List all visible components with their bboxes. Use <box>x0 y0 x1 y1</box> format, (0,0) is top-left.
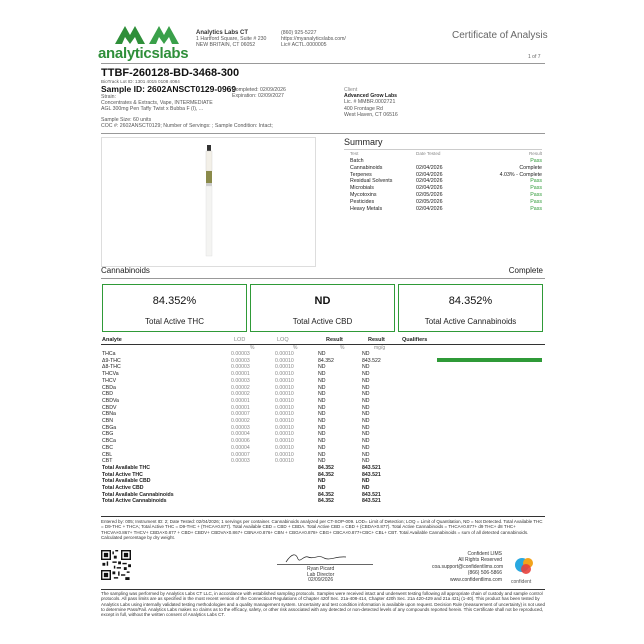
header-divider <box>101 63 545 64</box>
lab-website[interactable]: https://myanalyticslabs.com/ <box>281 36 346 43</box>
result-mg-cell: ND <box>362 458 370 465</box>
col-loq: LOQ <box>277 337 289 343</box>
analyte-cell: Δ8-THC <box>102 364 121 371</box>
client-address2: West Haven, CT 06516 <box>344 111 398 118</box>
lab-info <box>196 30 266 49</box>
lab-phone: (860) 925-5227 <box>281 30 317 36</box>
result-mg-cell: ND <box>362 444 370 451</box>
lod-cell: 0.00002 <box>231 384 250 391</box>
table-bottom-divider <box>101 516 545 517</box>
lod-cell: 0.00007 <box>231 411 250 418</box>
result-cell: ND <box>318 371 326 378</box>
summary-test: Pesticides <box>350 198 375 205</box>
lims-line2: All Rights Reserved <box>458 557 502 564</box>
unit-loq: % <box>293 345 298 351</box>
analyte-cell: Total Available THC <box>102 464 150 471</box>
lod-cell: 0.00001 <box>231 371 250 378</box>
result-cell: ND <box>318 451 326 458</box>
summary-result: Pass <box>530 185 542 192</box>
vape-pen-image <box>204 145 214 257</box>
lod-cell: 0.00006 <box>231 438 250 445</box>
summary-date: 02/04/2026 <box>416 164 443 171</box>
result-cell: ND <box>318 404 326 411</box>
cannabinoids-status: Complete <box>508 266 543 275</box>
result-mg-cell: ND <box>362 418 370 424</box>
analyte-cell: CBT <box>102 458 113 465</box>
table-header-divider <box>101 344 545 345</box>
result-cell: ND <box>318 478 326 485</box>
card-value: 84.352% <box>152 295 197 307</box>
client-info <box>344 87 398 118</box>
summary-test: Mycotoxins <box>350 192 377 198</box>
result-mg-cell: ND <box>362 384 370 391</box>
summary-test: Terpenes <box>350 171 372 178</box>
result-mg-cell: ND <box>362 438 370 445</box>
coc-number: COC #: 2602ANSCT0129; Number of Servings: ; Sample Condition: Intact; <box>101 123 273 130</box>
lab-contact <box>281 30 346 49</box>
total-row <box>101 498 545 505</box>
lod-cell: 0.00007 <box>231 451 250 458</box>
lab-name: Analytics Labs CT <box>196 30 249 36</box>
analyte-cell: CBDV <box>102 404 117 411</box>
lims-phone: (866) 506-5866 <box>467 570 502 577</box>
sample-size: Sample Size: 60 units <box>101 117 152 123</box>
analyte-cell: CBN <box>102 418 113 424</box>
result-cell: ND <box>318 485 326 491</box>
col-result-mg: Result <box>368 337 385 343</box>
lims-info <box>432 551 502 583</box>
result-cell: 84.352 <box>318 357 334 364</box>
unit-result-mg: mg/g <box>374 345 386 351</box>
info-divider <box>101 133 545 134</box>
sample-details <box>101 94 213 113</box>
summary-result: Pass <box>530 198 542 205</box>
lod-cell: 0.00001 <box>231 397 250 404</box>
lod-cell: 0.00002 <box>231 418 250 424</box>
summary-test: Cannabinoids <box>350 164 383 171</box>
result-mg-cell: ND <box>362 397 370 404</box>
analyte-cell: CBDa <box>102 384 116 391</box>
loq-cell: 0.00010 <box>275 424 294 431</box>
analyte-cell: CBNa <box>102 411 116 418</box>
client-label: Client <box>344 87 358 93</box>
result-mg-cell: ND <box>362 451 370 458</box>
result-cell: ND <box>318 391 326 398</box>
summary-col-result: Result <box>528 151 542 156</box>
result-cell: ND <box>318 411 326 418</box>
result-mg-cell: ND <box>362 424 370 431</box>
col-lod: LOD <box>234 337 246 343</box>
summary-col-test: Test <box>350 151 359 156</box>
summary-result: Pass <box>530 192 542 198</box>
col-result: Result <box>326 337 343 343</box>
page-number: 1 of 7 <box>528 54 541 60</box>
loq-cell: 0.00010 <box>275 418 294 424</box>
document-title: Certificate of Analysis <box>452 30 548 41</box>
sample-dates <box>232 87 286 99</box>
loq-cell: 0.00010 <box>275 371 294 378</box>
card-value: 84.352% <box>448 295 493 307</box>
result-cell: ND <box>318 377 326 384</box>
result-cell: ND <box>318 444 326 451</box>
analyte-cell: CBCa <box>102 438 116 445</box>
summary-date: 02/04/2026 <box>416 185 443 192</box>
analyte-cell: THCa <box>102 351 116 357</box>
result-cell: ND <box>318 351 326 357</box>
result-mg-cell: 843.521 <box>362 491 381 498</box>
loq-cell: 0.00010 <box>275 384 294 391</box>
analyte-cell: THCVa <box>102 371 119 378</box>
analyte-cell: CBC <box>102 444 113 451</box>
result-mg-cell: 843.522 <box>362 357 381 364</box>
result-mg-cell: ND <box>362 485 370 491</box>
loq-cell: 0.00010 <box>275 404 294 411</box>
result-cell: 84.352 <box>318 471 334 478</box>
summary-test: Microbials <box>350 185 374 192</box>
loq-cell: 0.00010 <box>275 377 294 384</box>
col-qualifiers: Qualifiers <box>402 337 428 343</box>
strain-label: Strain: <box>101 94 116 100</box>
summary-date: 02/05/2026 <box>416 192 443 198</box>
cannabinoids-title: Cannabinoids <box>101 266 150 275</box>
card-total-thc <box>102 284 247 332</box>
card-total-cannabinoids <box>398 284 543 332</box>
lod-cell: 0.00003 <box>231 424 250 431</box>
loq-cell: 0.00010 <box>275 391 294 398</box>
signatory <box>307 567 334 584</box>
lims-website[interactable]: www.confidentlims.com <box>450 576 502 583</box>
sample-type: Concentrates & Extracts, Vape, INTERMEDIATE <box>101 100 213 107</box>
summary-date: 02/04/2026 <box>416 205 443 212</box>
result-mg-cell: ND <box>362 377 370 384</box>
result-cell: ND <box>318 438 326 445</box>
lod-cell: 0.00004 <box>231 431 250 438</box>
result-mg-cell: ND <box>362 391 370 398</box>
lab-license: Lic# ACTL.0000005 <box>281 42 327 49</box>
loq-cell: 0.00010 <box>275 444 294 451</box>
summary-result: Pass <box>530 205 542 212</box>
result-cell: 84.352 <box>318 464 334 471</box>
summary-test: Heavy Metals <box>350 205 383 212</box>
loq-cell: 0.00010 <box>275 364 294 371</box>
result-cell: ND <box>318 397 326 404</box>
result-mg-cell: ND <box>362 351 370 357</box>
footnote: Entered by: 005; Instrument ID: 2; Date Tested: 02/04/2026; 1 servings per container. Cannabinoids analyzed per CT-SOP-009. LOD= Limit of Detection; LOQ = Limit of Quantitation, ND = Not Detected. Total Available THC = D9-THC + THCA; Total Active THC = D9-THC + (THCA×0.877). Total Available CBD = CBD + CBDA. Total Active CBD = CBD + (CBDA×0.877). Total Active Cannabinoids = THCA×0.877+ d9 THC+ d8 THC+ THCVA×0.867+ THCV+ CBDA×0.877 + CBD+ CBDV+ CBDVA×0.867+ CBNA×0.876+ CBN + CBGA×0.878+ CBG+ CBCA×0.877+CBC+ CBL+ CBT. Total Available Cannabinoids = sum of all detected cannabinoids. Calculated percentage by dry weight. <box>101 519 543 540</box>
result-cell: ND <box>318 418 326 424</box>
analyte-cell: CBD <box>102 391 113 398</box>
summary-title: Summary <box>344 137 383 147</box>
loq-cell: 0.00010 <box>275 451 294 458</box>
client-name: Advanced Grow Labs <box>344 93 398 100</box>
sample-name: AGL 300mg Pen Taffy Twist x Bubba F (I), ... <box>101 106 204 113</box>
lod-cell: 0.00003 <box>231 351 250 357</box>
result-mg-cell: 843.521 <box>362 498 381 505</box>
card-label: Total Active THC <box>145 317 204 326</box>
lims-email[interactable]: coa.support@confidentlims.com <box>432 563 504 570</box>
result-mg-cell: ND <box>362 364 370 371</box>
analyte-cell: CBGa <box>102 424 117 431</box>
loq-cell: 0.00010 <box>275 397 294 404</box>
card-label: Total Active CBD <box>292 317 353 326</box>
signature-image <box>284 551 348 565</box>
batch-id: TTBF-260128-BD-3468-300 <box>101 67 240 79</box>
analyte-cell: Total Available Cannabinoids <box>102 491 174 498</box>
signature-line <box>277 564 373 565</box>
sample-id: Sample ID: 2602ANSCT0129-0969 <box>101 84 237 94</box>
summary-date: 02/04/2026 <box>416 171 443 178</box>
result-mg-cell: 843.521 <box>362 471 381 478</box>
lab-address1: 1 Hartford Square, Suite # 230 <box>196 36 267 43</box>
lims-line1: Confident LIMS <box>467 551 502 557</box>
result-cell: ND <box>318 458 326 465</box>
brand-logo-icon <box>113 22 181 46</box>
result-cell: ND <box>318 431 326 438</box>
loq-cell: 0.00010 <box>275 431 294 438</box>
summary-date: 02/05/2026 <box>416 198 443 205</box>
result-mg-cell: ND <box>362 431 370 438</box>
result-cell: ND <box>318 364 326 371</box>
result-cell: 84.352 <box>318 498 334 505</box>
lod-cell: 0.00003 <box>231 357 250 364</box>
analyte-cell: Δ9-THC <box>102 357 121 364</box>
loq-cell: 0.00010 <box>275 351 294 357</box>
lod-cell: 0.00001 <box>231 404 250 411</box>
sample-size-coc <box>101 117 273 129</box>
result-mg-cell: ND <box>362 478 370 485</box>
loq-cell: 0.00010 <box>275 458 294 465</box>
lot-id: BioTrack Lot ID: 1301 4015 0108 4084 <box>101 79 180 84</box>
summary-result: Pass <box>530 158 542 164</box>
signatory-title: Lab Director <box>307 571 335 578</box>
analyte-cell: Total Active Cannabinoids <box>102 498 167 505</box>
cannabinoids-divider <box>101 278 545 279</box>
analyte-cell: Total Available CBD <box>102 478 151 485</box>
signatory-name: Ryan Picard <box>307 566 335 572</box>
result-mg-cell: ND <box>362 404 370 411</box>
summary-result: 4.03% - Complete <box>499 171 542 178</box>
lod-cell: 0.00002 <box>231 391 250 398</box>
unit-lod: % <box>250 345 255 351</box>
card-label: Total Active Cannabinoids <box>424 317 517 326</box>
analyte-cell: Total Active CBD <box>102 485 144 491</box>
card-total-cbd <box>250 284 395 332</box>
analyte-cell: CBDVa <box>102 397 119 404</box>
confident-logo-text: confident <box>511 579 532 585</box>
loq-cell: 0.00010 <box>275 438 294 445</box>
col-analyte: Analyte <box>102 337 122 343</box>
signature-date: 02/09/2026 <box>308 577 334 584</box>
d9-thc-bar <box>437 358 542 362</box>
result-cell: ND <box>318 424 326 431</box>
disclaimer: The sampling was performed by Analytics Labs CT LLC, in accordance with established sampling protocols. Samples were received intact and underwent testing following all appropriate chain of custody and sample control protocols. All pass limits are as specified in the most recent version of the Connecticut Regulations of Chapter 420f Sec. 21a-408-414, Chapter 420h Sec. 21a 420-429 and 21a 421j (1-40). This product has been tested by Analytics Labs using internally validated testing methodologies and a quality management system. Uncertainty and test condition information is available upon request. Decision Rule (measurement of uncertainty) is not used to determine Pass/Fail. Analytics Labs makes no claims as to the efficacy, safety, or other risk associated with any detected or non-detected levels of any compounds reported herein. This Certificate shall not be reproduced, except in full, without the written consent of Analytics Labs CT. <box>101 591 545 618</box>
loq-cell: 0.00010 <box>275 411 294 418</box>
lod-cell: 0.00003 <box>231 364 250 371</box>
summary-test: Residual Solvents <box>350 178 393 185</box>
unit-result: % <box>340 345 345 351</box>
summary-result: Pass <box>530 178 542 185</box>
analyte-cell: CBL <box>102 451 113 458</box>
summary-test: Batch <box>350 158 364 164</box>
result-mg-cell: ND <box>362 411 370 418</box>
brand-wordmark: analyticslabs <box>98 45 189 62</box>
summary-result: Complete <box>519 164 542 171</box>
confident-logo-icon <box>510 553 540 579</box>
result-cell: 84.352 <box>318 491 334 498</box>
card-value: ND <box>314 295 331 307</box>
completed-date: Completed: 02/09/2026 <box>232 87 286 93</box>
analyte-cell: CBG <box>102 431 114 438</box>
lod-cell: 0.00004 <box>231 444 250 451</box>
qr-code-icon[interactable] <box>101 550 131 580</box>
result-mg-cell: ND <box>362 371 370 378</box>
analyte-cell: Total Active THC <box>102 471 143 478</box>
analyte-cell: THCV <box>102 377 117 384</box>
result-cell: ND <box>318 384 326 391</box>
client-license: Lic. # MMBR.0002721 <box>344 99 396 106</box>
loq-cell: 0.00010 <box>275 357 294 364</box>
summary-divider <box>344 149 542 150</box>
summary-col-date: Date Tested <box>416 151 441 156</box>
footer-divider <box>101 589 545 590</box>
result-mg-cell: 843.521 <box>362 464 381 471</box>
lod-cell: 0.00003 <box>231 377 250 384</box>
client-address1: 400 Frontage Rd <box>344 105 383 112</box>
summary-date: 02/04/2026 <box>416 178 443 185</box>
lab-address2: NEW BRITAIN, CT 06052 <box>196 42 256 49</box>
expiration-date: Expiration: 02/09/2027 <box>232 93 284 100</box>
lod-cell: 0.00003 <box>231 458 250 465</box>
